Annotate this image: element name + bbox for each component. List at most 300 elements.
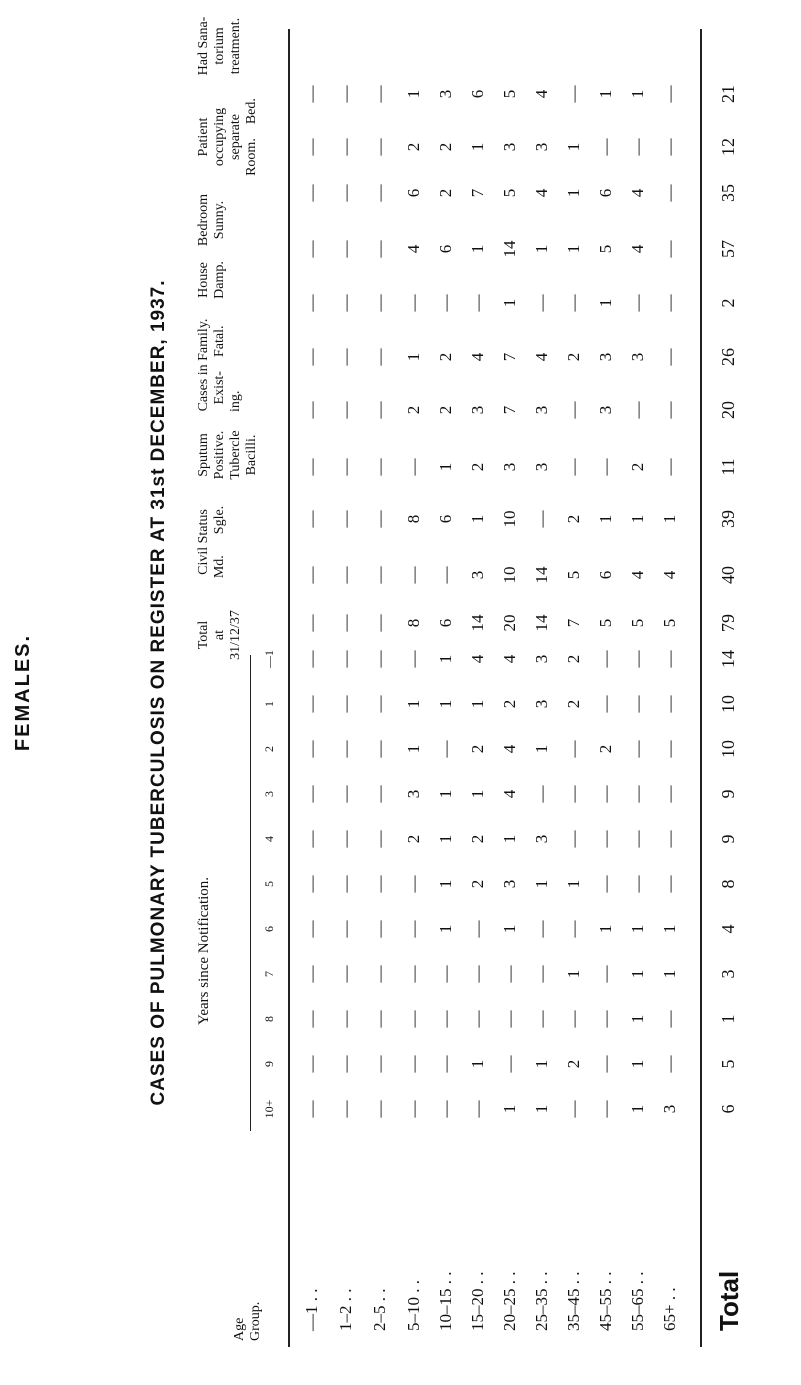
table-cell: — [302,566,321,584]
age-group-label: 20–25 . . [500,1271,519,1331]
total-cell: 4 [718,924,738,934]
table-cell: 3 [468,405,487,415]
table-cell: — [336,614,355,632]
table-cell: 1 [628,514,647,524]
table-cell: 2 [564,352,583,362]
table-cell: — [302,510,321,528]
table-cell: — [404,965,423,983]
table-cell: — [532,294,551,312]
table-cell: — [404,920,423,938]
total-header-line-3: 31/12/37 [228,610,243,660]
table-cell: 1 [628,1059,647,1069]
house-line-2: Damp. [212,261,227,299]
table-cell: 6 [596,188,615,198]
table-cell: — [302,614,321,632]
table-cell: — [370,401,389,419]
total-cell: 2 [718,298,738,308]
table-cell: — [302,1010,321,1028]
table-cell: — [336,401,355,419]
table-cell: 1 [468,142,487,152]
existing-label-2: ing. [228,390,243,412]
table-cell: 3 [500,879,519,889]
table-cell: — [564,85,583,103]
table-cell: 1 [500,924,519,934]
table-cell: 2 [596,744,615,754]
table-cell: — [336,240,355,258]
table-cell: — [564,401,583,419]
table-cell: 1 [596,298,615,308]
sanatorium-header [196,7,244,85]
table-cell: — [660,458,679,476]
table-cell: 7 [500,405,519,415]
table-cell: 3 [500,142,519,152]
sanatorium-line-1: Had Sana- [196,16,211,76]
total-cell: 5 [718,1059,738,1069]
years-underline [250,655,251,1131]
patient-line-1: Patient [196,117,211,157]
table-cell: — [564,740,583,758]
table-cell: — [660,830,679,848]
table-cell: — [564,1010,583,1028]
table-cell: 1 [436,699,455,709]
table-cell: — [370,1055,389,1073]
table-cell: 6 [404,188,423,198]
table-cell: — [370,875,389,893]
table-cell: — [336,566,355,584]
table-cell: — [370,184,389,202]
table-cell: 2 [436,405,455,415]
table-cell: — [370,920,389,938]
year-header-10: —1 [262,650,276,668]
table-cell: 4 [532,188,551,198]
table-cell: — [302,830,321,848]
table-cell: — [660,1055,679,1073]
table-cell: — [596,1055,615,1073]
age-group-label: 65+ . . [660,1287,679,1331]
table-cell: — [596,965,615,983]
table-cell: 7 [468,188,487,198]
table-cell: — [532,510,551,528]
table-cell: 1 [404,744,423,754]
total-cell: 10 [718,695,738,713]
table-cell: 1 [564,188,583,198]
table-cell: — [660,85,679,103]
table-cell: — [336,965,355,983]
year-header-8: 2 [262,746,276,752]
table-cell: 8 [404,618,423,628]
table-cell: 8 [404,514,423,524]
table-cell: — [436,566,455,584]
bedroom-sunny-header [196,190,228,250]
table-cell: — [336,1055,355,1073]
table-cell: 3 [596,352,615,362]
table-cell: 20 [500,614,519,632]
table-cell: — [302,85,321,103]
table-cell: 3 [436,89,455,99]
table-cell: 1 [564,879,583,889]
table-cell: 5 [596,244,615,254]
table-cell: 2 [564,699,583,709]
total-cell: 9 [718,834,738,844]
table-cell: — [370,1010,389,1028]
patient-line-2: occupying [212,107,227,167]
table-cell: — [436,965,455,983]
table-cell: 1 [500,1104,519,1114]
table-cell: 1 [532,244,551,254]
bedroom-line-1: Bedroom [196,193,211,247]
table-cell: — [336,1010,355,1028]
table-cell: — [336,348,355,366]
table-cell: 2 [468,879,487,889]
age-group-header [232,1302,264,1341]
table-cell: 1 [532,879,551,889]
table-cell: — [660,740,679,758]
table-cell: 1 [660,514,679,524]
table-cell: 1 [404,89,423,99]
table-cell: — [436,1055,455,1073]
total-cell: 1 [718,1014,738,1024]
table-cell: 2 [468,744,487,754]
table-cell: — [468,1010,487,1028]
table-cell: — [302,740,321,758]
table-cell: 2 [468,834,487,844]
table-cell: 3 [532,654,551,664]
table-cell: — [436,294,455,312]
table-cell: — [436,740,455,758]
year-header-1: 9 [262,1061,276,1067]
age-group-label: —1 . . [302,1288,321,1331]
age-group-label: 10–15 . . [436,1271,455,1331]
table-cell: 2 [564,1059,583,1069]
table-cell: 5 [500,89,519,99]
table-cell: — [596,695,615,713]
table-cell: 4 [628,570,647,580]
table-cell: — [302,920,321,938]
table-cell: — [468,920,487,938]
table-cell: 1 [532,1059,551,1069]
table-cell: — [564,830,583,848]
table-cell: 3 [596,405,615,415]
table-cell: 3 [500,462,519,472]
table-cell: — [660,294,679,312]
table-cell: — [302,650,321,668]
table-cell: — [302,348,321,366]
table-cell: 3 [532,699,551,709]
age-group-label: 35–45 . . [564,1271,583,1331]
civil-md-label: Md. [212,555,227,579]
table-cell: 1 [628,89,647,99]
year-header-3: 7 [262,971,276,977]
table-cell: — [532,1010,551,1028]
civil-sub-labels [212,487,228,597]
table-cell: 10 [500,566,519,584]
table-cell: 4 [532,89,551,99]
table-cell: — [628,650,647,668]
table-cell: — [336,875,355,893]
patient-room-label: Room. [244,138,259,176]
total-cell: 57 [718,240,738,258]
table-cell: — [564,785,583,803]
cases-sub-labels [212,310,228,420]
age-group-label: 5–10 . . [404,1280,423,1331]
table-cell: 4 [468,654,487,664]
patient-sub-labels [244,85,260,189]
table-cell: — [336,294,355,312]
table-cell: — [370,85,389,103]
table-cell: 1 [500,834,519,844]
table-cell: — [468,965,487,983]
patient-bed-label: Bed. [244,98,259,125]
table-cell: 1 [564,142,583,152]
age-header-line-2: Group. [248,1301,263,1341]
total-row-label: Total [714,1270,744,1331]
table-cell: — [336,920,355,938]
table-cell: 6 [436,618,455,628]
patient-line-3: separate [228,114,243,160]
table-cell: 6 [468,89,487,99]
total-cell: 11 [718,458,738,476]
total-cell: 26 [718,348,738,366]
table-cell: — [302,695,321,713]
table-cell: — [302,785,321,803]
table-cell: — [628,401,647,419]
table-cell: — [660,1010,679,1028]
table-cell: — [468,294,487,312]
table-cell: — [370,510,389,528]
table-cell: 14 [532,614,551,632]
table-cell: — [302,240,321,258]
table-cell: 1 [404,699,423,709]
table-cell: 5 [564,570,583,580]
table-cell: — [596,875,615,893]
table-cell: 1 [532,744,551,754]
year-header-9: 1 [262,701,276,707]
table-cell: 3 [468,570,487,580]
year-header-2: 8 [262,1016,276,1022]
table-cell: 3 [532,142,551,152]
table-cell: — [404,1010,423,1028]
table-cell: — [596,138,615,156]
table-cell: 1 [532,1104,551,1114]
table-cell: 1 [596,924,615,934]
table-cell: 1 [596,514,615,524]
table-cell: 10 [500,510,519,528]
total-cell: 79 [718,614,738,632]
table-cell: — [660,875,679,893]
sanatorium-line-3: treatment. [228,17,243,75]
table-cell: — [302,401,321,419]
table-cell: 7 [564,618,583,628]
table-cell: — [370,294,389,312]
table-cell: — [302,1100,321,1118]
table-cell: 2 [500,699,519,709]
table-cell: — [532,785,551,803]
table-cell: — [404,650,423,668]
civil-sgle-label: Sgle. [212,505,227,535]
table-cell: — [500,965,519,983]
table-cell: 6 [436,244,455,254]
table-cell: — [302,875,321,893]
table-cell: 4 [404,244,423,254]
patient-separate-header [196,85,260,189]
house-line-1: House [196,262,211,298]
table-cell: — [628,695,647,713]
table-cell: 2 [564,514,583,524]
table-cell: — [660,401,679,419]
table-cell: 1 [404,352,423,362]
table-cell: 1 [596,89,615,99]
table-cell: — [370,1100,389,1118]
table-cell: — [660,785,679,803]
total-cell: 9 [718,789,738,799]
table-cell: 5 [660,618,679,628]
table-cell: — [404,458,423,476]
year-header-4: 6 [262,926,276,932]
total-cell: 3 [718,969,738,979]
total-cell: 20 [718,401,738,419]
house-damp-header [196,255,228,305]
table-cell: 1 [436,789,455,799]
table-cell: — [628,294,647,312]
table-cell: 2 [436,188,455,198]
year-header-0: 10+ [262,1099,276,1119]
table-cell: — [564,458,583,476]
table-cell: — [302,138,321,156]
total-header [196,605,244,665]
table-cell: 1 [468,699,487,709]
table-cell: — [628,785,647,803]
cases-in-family-header [196,310,244,420]
table-cell: — [596,785,615,803]
table-cell: — [500,1055,519,1073]
table-cell: 14 [468,614,487,632]
age-group-label: 55–65 . . [628,1271,647,1331]
table-cell: — [436,1010,455,1028]
table-cell: — [336,510,355,528]
table-cell: — [336,695,355,713]
table-cell: 3 [532,834,551,844]
table-cell: — [404,1100,423,1118]
table-cell: 6 [596,570,615,580]
table-cell: — [336,650,355,668]
table-cell: — [660,695,679,713]
total-cell: 14 [718,650,738,668]
table-cell: — [370,650,389,668]
table-cell: 1 [436,462,455,472]
table-cell: — [628,740,647,758]
table-cell: 4 [500,744,519,754]
total-cell: 40 [718,566,738,584]
table-cell: — [628,138,647,156]
table-cell: — [336,85,355,103]
table-cell: — [500,1010,519,1028]
table-cell: — [628,830,647,848]
table-cell: 4 [500,654,519,664]
table-cell: — [596,1010,615,1028]
table-cell: — [404,566,423,584]
table-cell: — [302,458,321,476]
table-cell: 14 [500,240,519,258]
total-cell: 10 [718,740,738,758]
year-header-5: 5 [262,881,276,887]
table-cell: 3 [628,352,647,362]
table-cell: 1 [436,654,455,664]
total-cell: 12 [718,138,738,156]
table-cell: — [370,695,389,713]
table-cell: 1 [468,1059,487,1069]
table-cell: 2 [468,462,487,472]
table-cell: 1 [436,834,455,844]
table-cell: — [336,1100,355,1118]
existing-label-1: Exist- [212,371,227,405]
total-rule [700,29,702,1347]
total-cell: 21 [718,85,738,103]
table-cell: 2 [404,142,423,152]
table-cell: — [468,1100,487,1118]
total-cell: 8 [718,879,738,889]
table-cell: 6 [436,514,455,524]
table-cell: — [336,138,355,156]
table-cell: — [564,1100,583,1118]
sputum-header [196,425,260,485]
table-cell: — [370,740,389,758]
year-header-7: 3 [262,791,276,797]
table-cell: — [370,965,389,983]
page-title: CASES OF PULMONARY TUBERCULOSIS ON REGISTER AT 31st DECEMBER, 1937. [148,279,169,1106]
table-cell: — [370,348,389,366]
table-cell: — [660,138,679,156]
table-cell: 5 [596,618,615,628]
table-cell: — [370,614,389,632]
table-cell: 1 [500,298,519,308]
table-cell: 1 [468,789,487,799]
table-cell: 1 [660,924,679,934]
table-cell: — [436,1100,455,1118]
total-cell: 6 [718,1104,738,1114]
table-cell: 1 [628,1104,647,1114]
sanatorium-line-2: torium [212,27,227,65]
table-cell: 4 [468,352,487,362]
table-cell: — [660,348,679,366]
table-cell: 3 [404,789,423,799]
table-cell: 2 [404,405,423,415]
table-cell: 4 [628,188,647,198]
table-cell: 1 [468,514,487,524]
table-cell: — [628,875,647,893]
table-cell: — [596,458,615,476]
table-cell: 1 [436,924,455,934]
age-group-label: 1–2 . . [336,1288,355,1331]
table-cell: — [370,830,389,848]
table-cell: — [596,650,615,668]
table-cell: — [302,1055,321,1073]
table-cell: — [404,294,423,312]
civil-status-label: Civil Status [196,509,211,575]
table-cell: 1 [628,969,647,979]
table-cell: — [660,184,679,202]
age-group-label: 25–35 . . [532,1271,551,1331]
table-cell: 4 [628,244,647,254]
table-cell: — [660,240,679,258]
table-cell: 1 [628,1014,647,1024]
table-cell: — [302,294,321,312]
civil-status-header [196,487,228,597]
age-group-label: 45–55 . . [596,1271,615,1331]
table-cell: 2 [404,834,423,844]
table-cell: — [404,875,423,893]
table-cell: — [336,184,355,202]
table-cell: — [532,920,551,938]
